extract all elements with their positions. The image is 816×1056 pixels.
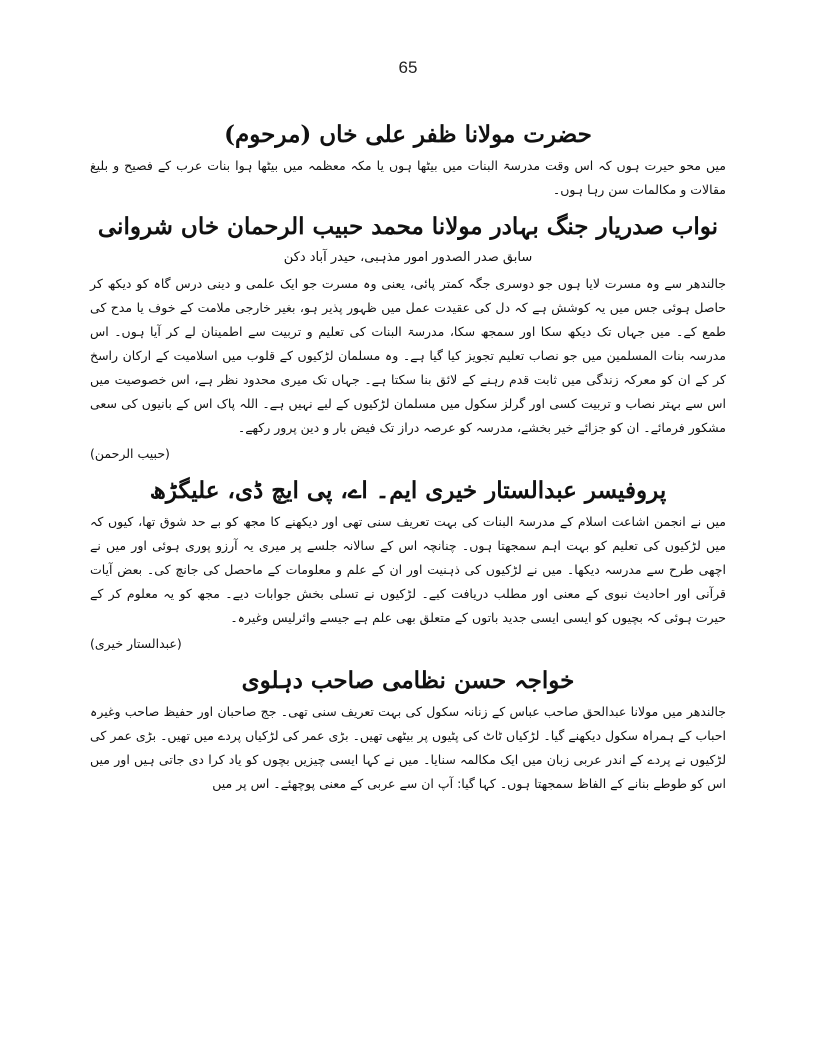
page-content [90,112,726,798]
paragraph-khwaja-hasan-nizami: جالندھر میں مولانا عبدالحق صاحب عباس کے زنانہ سکول کی بہت تعریف سنی تھی۔ جج صاحبان اور حفیظ صاحب وغیرہ احباب کے ہمراہ سکول دیکھنے گیا۔ لڑکیاں ٹاٹ کی پٹیوں پر بیٹھی تھیں۔ بڑی عمر کی لڑکیاں پردے میں تھیں۔ بڑی عمر کی لڑکیوں نے پردے کے اندر عربی زبان میں ایک مکالمہ سنایا۔ میں نے کہا ایسی چیزیں بچوں کو یاد کرا دی جاتی ہیں اور میں اس کو طوطے بنانے کے الفاظ سمجھتا ہوں۔ کہا گیا: آپ ان سے عربی کے معنی پوچھئے۔ اس پر میں [90,704,726,791]
section-heading-khwaja-hasan-nizami: خواجہ حسن نظامی صاحب دہلوی [241,667,575,694]
signature-abdul-sattar-khairi: (عبدالستار خیری) [90,636,182,651]
section-heading-habib-ur-rahman: نواب صدریار جنگ بہادر مولانا محمد حبیب الرحمان خاں شروانی [97,213,719,240]
section-heading-zafar-ali-khan: حضرت مولانا ظفر علی خاں (مرحوم) [224,121,592,148]
page-number: 65 [398,58,418,77]
section-heading-abdul-sattar-khairi: پروفیسر عبدالستار خیری ایم۔ اے، پی ایچ ڈی، علیگڑھ [149,477,667,504]
paragraph-habib-ur-rahman: جالندھر سے وہ مسرت لایا ہوں جو دوسری جگہ کمتر پائی، یعنی وہ مسرت جو ایک علمی و دینی درس گاہ کو دیکھ کر حاصل ہوئی جس میں یہ کوشش ہے کہ دل کی عقیدت عمل میں ظہور پذیر ہو، بغیر خارجی ملامت کے خوف یا مدح کی طمع کے۔ میں جہاں تک دیکھ سکا اور سمجھ سکا، مدرسۃ البنات کی تعلیم و تربیت سے اطمینان لے کر آیا ہوں۔ اس مدرسہ بنات المسلمین میں جو نصاب تعلیم تجویز کیا گیا ہے۔ وہ مسلمان لڑکیوں کے قلوب میں اسلامیت کے ارکان راسخ کر کے ان کو معرکہ زندگی میں ثابت قدم رہنے کے لائق بنا سکتا ہے۔ جہاں تک میری محدود نظر ہے، اس خصوصیت میں اس سے بہتر نصاب و تربیت کسی اور گرلز سکول میں مسلمان لڑکیوں کے لیے نہیں ہے۔ اللہ پاک اس کے بانیوں کی سعی مشکور فرمائے۔ ان کو جزائے خیر بخشے، مدرسہ کو عرصہ دراز تک فیض بار و دین پرور رکھے۔ [90,276,726,435]
paragraph-abdul-sattar-khairi: میں نے انجمن اشاعت اسلام کے مدرسۃ البنات کی بہت تعریف سنی تھی اور دیکھنے کا مجھ کو بے حد شوق تھا، کیوں کہ میں لڑکیوں کی تعلیم کو بہت اہم سمجھتا ہوں۔ چنانچہ اس کے سالانہ جلسے پر میری یہ آرزو پوری ہوئی اور میں نے اچھی طرح سے مدرسہ دیکھا۔ میں نے لڑکیوں کی ذہنیت اور ان کے علم و معلومات کے ماحصل کی جانچ کی۔ بعض آیات قرآنی اور احادیث نبوی کے معنی اور مطلب دریافت کیے۔ لڑکیوں نے تسلی بخش جوابات دیے۔ مجھ کو یہ معلوم کر کے حیرت ہوئی کہ بچیوں کو ایسی ایسی جدید باتوں کے متعلق بھی علم ہے جیسے وائرلیس وغیرہ۔ [90,514,726,625]
signature-habib-ur-rahman: (حبیب الرحمن) [90,446,170,461]
section-subtitle-habib-ur-rahman: سابق صدر الصدور امور مذہبی، حیدر آباد دکن [283,250,533,265]
paragraph-zafar-ali-khan: میں محو حیرت ہوں کہ اس وقت مدرسۃ البنات میں بیٹھا ہوں یا مکہ معظمہ میں بیٹھا ہوا بنات عرب کے فصیح و بلیغ مقالات و مکالمات سن رہا ہوں۔ [90,158,726,197]
